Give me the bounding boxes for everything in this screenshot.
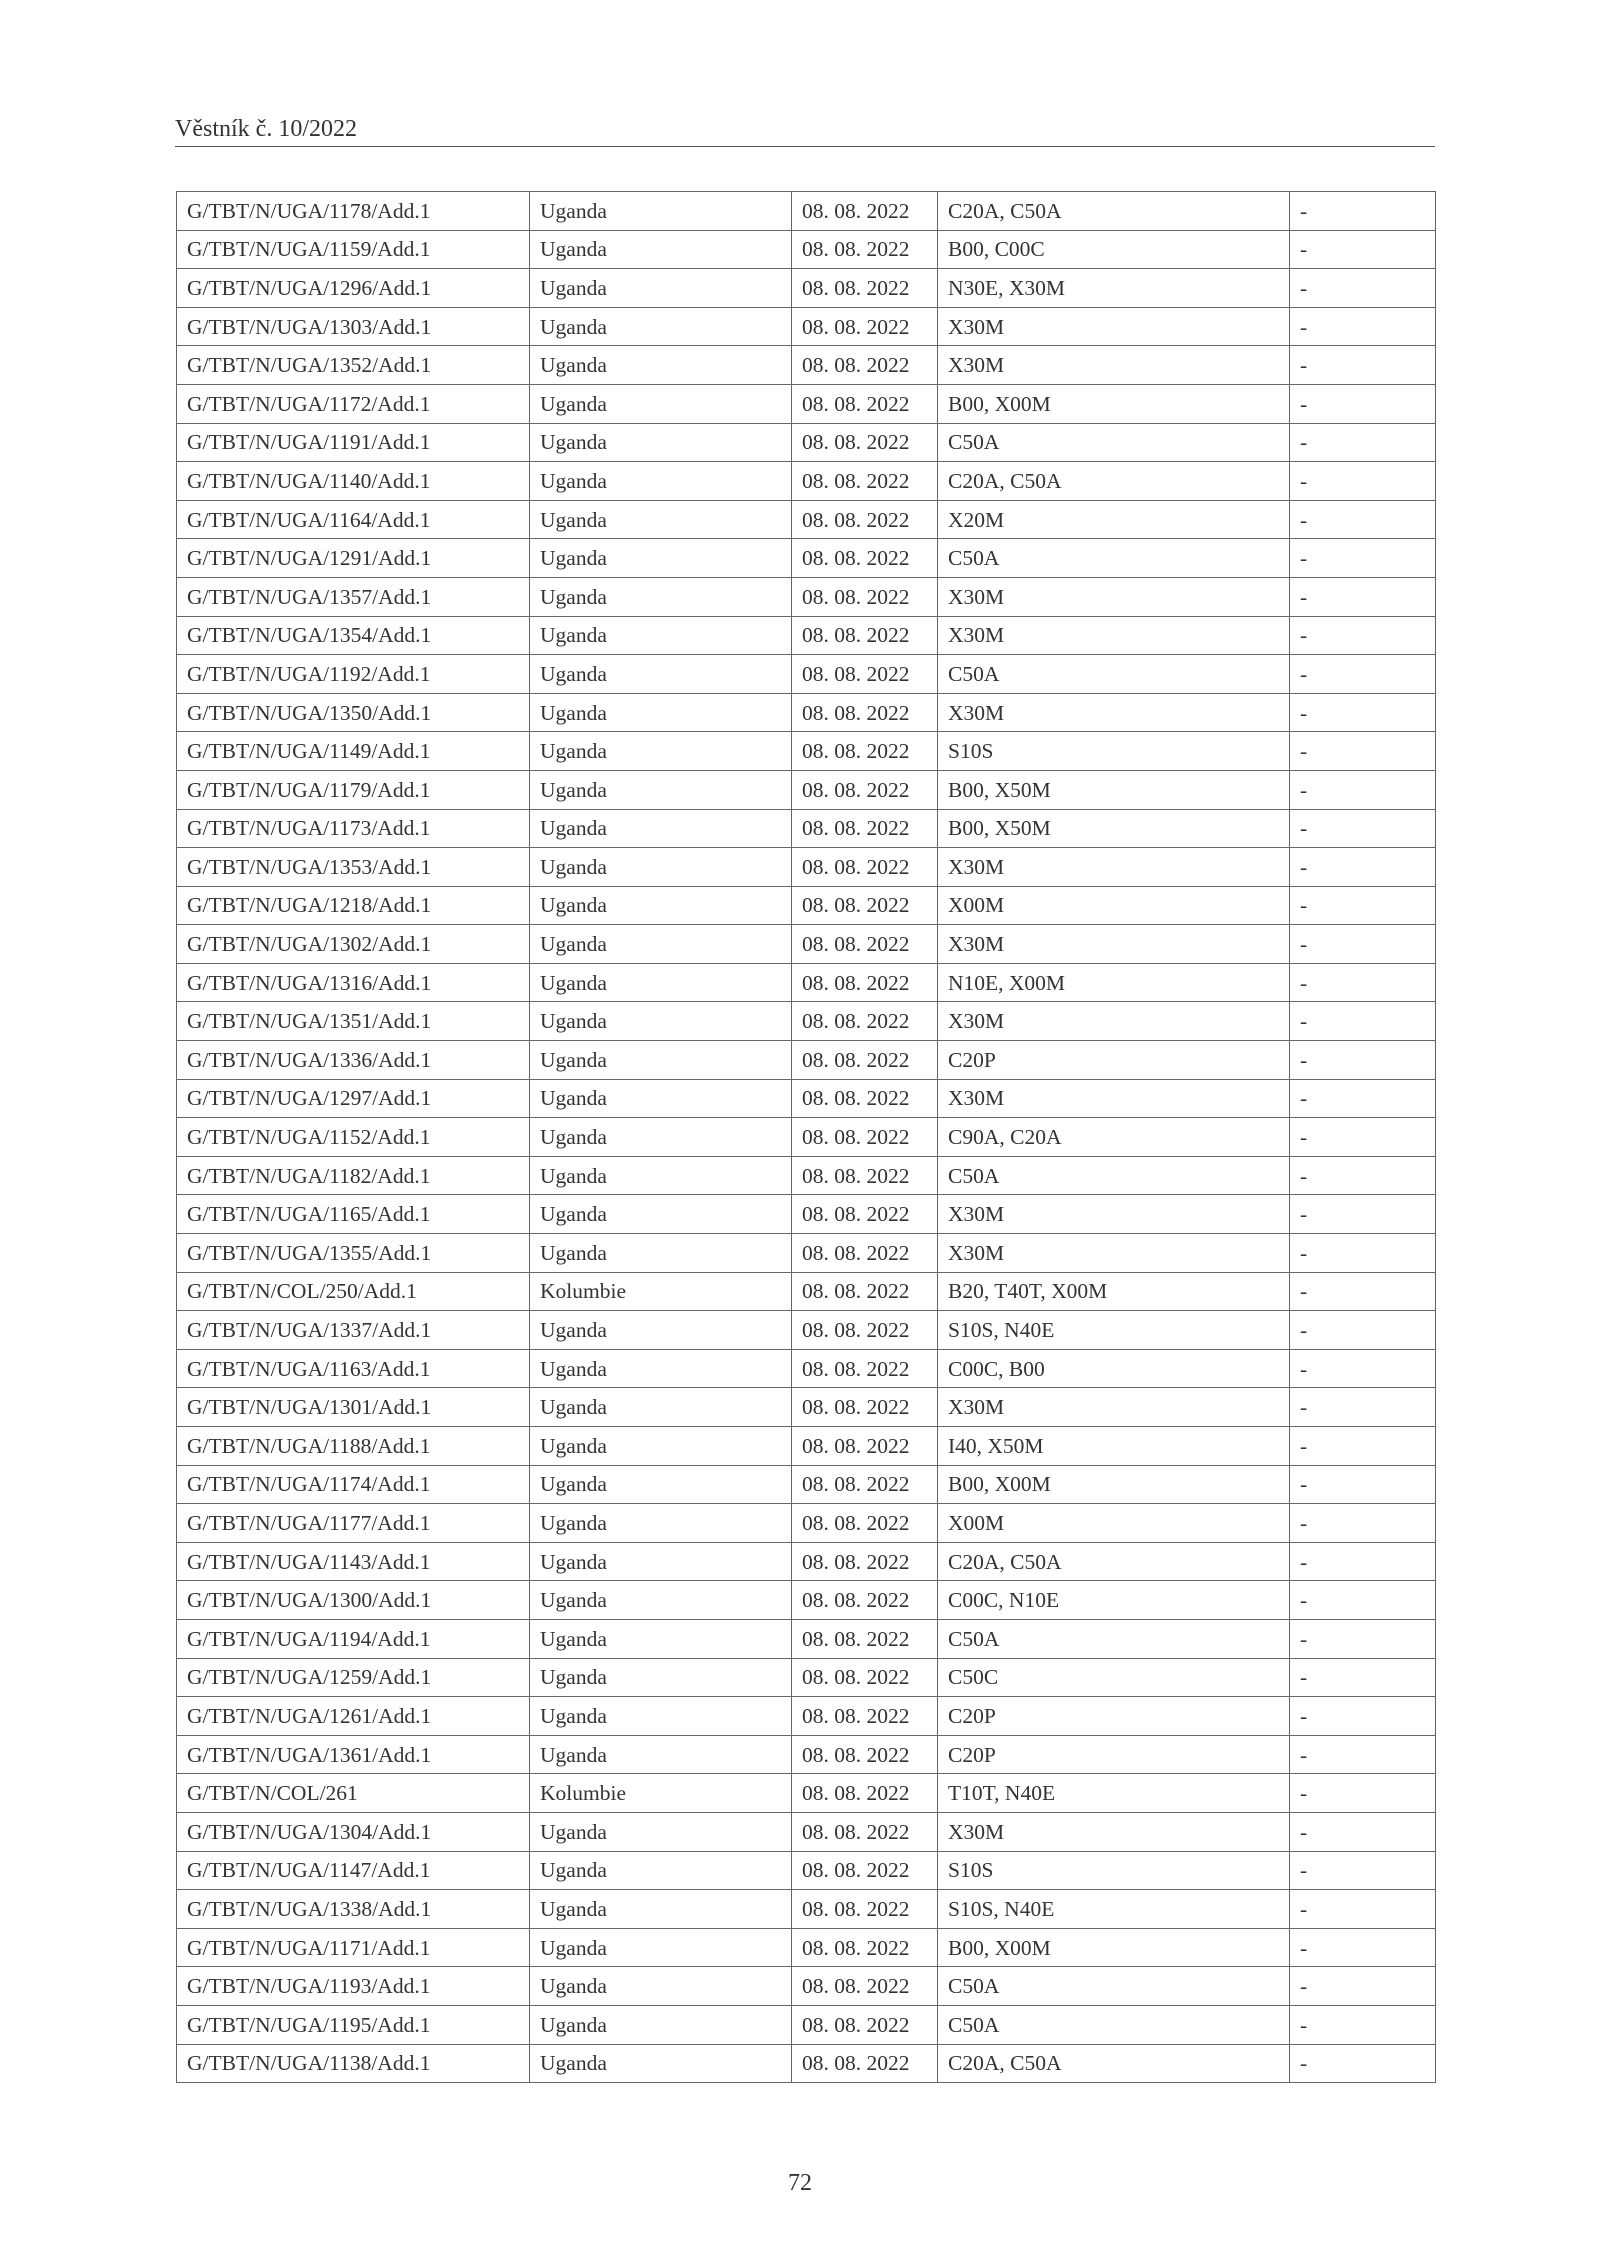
country-cell: Uganda [530,1311,792,1350]
country-cell: Uganda [530,1349,792,1388]
date-cell: 08. 08. 2022 [792,1581,938,1620]
ics-code-cell: I40, X50M [938,1427,1290,1466]
ics-code-cell: B00, X50M [938,770,1290,809]
country-cell: Uganda [530,925,792,964]
note-cell: - [1290,1658,1436,1697]
ics-code-cell: B00, X00M [938,1465,1290,1504]
date-cell: 08. 08. 2022 [792,963,938,1002]
table-row [177,269,1436,308]
note-cell: - [1290,732,1436,771]
table-row [177,809,1436,848]
ics-code-cell: C90A, C20A [938,1118,1290,1157]
date-cell: 08. 08. 2022 [792,346,938,385]
ics-code-cell: X30M [938,346,1290,385]
note-cell: - [1290,577,1436,616]
table-row [177,1002,1436,1041]
note-cell: - [1290,1928,1436,1967]
table-row [177,1928,1436,1967]
ics-code-cell: X30M [938,848,1290,887]
date-cell: 08. 08. 2022 [792,1697,938,1736]
note-cell: - [1290,1735,1436,1774]
notification-symbol-cell: G/TBT/N/UGA/1301/Add.1 [177,1388,530,1427]
ics-code-cell: C50A [938,1967,1290,2006]
notification-symbol-cell: G/TBT/N/UGA/1304/Add.1 [177,1812,530,1851]
ics-code-cell: S10S, N40E [938,1311,1290,1350]
note-cell: - [1290,269,1436,308]
date-cell: 08. 08. 2022 [792,269,938,308]
journal-title: Věstník č. 10/2022 [175,116,357,142]
note-cell: - [1290,1195,1436,1234]
table-row [177,1427,1436,1466]
date-cell: 08. 08. 2022 [792,500,938,539]
note-cell: - [1290,2044,1436,2083]
date-cell: 08. 08. 2022 [792,1388,938,1427]
table-row [177,1581,1436,1620]
ics-code-cell: C50A [938,2005,1290,2044]
ics-code-cell: X30M [938,577,1290,616]
country-cell: Uganda [530,346,792,385]
note-cell: - [1290,230,1436,269]
ics-code-cell: X30M [938,1002,1290,1041]
note-cell: - [1290,1967,1436,2006]
ics-code-cell: X30M [938,1388,1290,1427]
note-cell: - [1290,1079,1436,1118]
ics-code-cell: X30M [938,307,1290,346]
notification-symbol-cell: G/TBT/N/UGA/1177/Add.1 [177,1504,530,1543]
ics-code-cell: X30M [938,1234,1290,1273]
date-cell: 08. 08. 2022 [792,1465,938,1504]
country-cell: Uganda [530,1427,792,1466]
notification-symbol-cell: G/TBT/N/UGA/1218/Add.1 [177,886,530,925]
table-row [177,770,1436,809]
notification-symbol-cell: G/TBT/N/UGA/1192/Add.1 [177,655,530,694]
country-cell: Uganda [530,2044,792,2083]
notification-symbol-cell: G/TBT/N/UGA/1352/Add.1 [177,346,530,385]
note-cell: - [1290,963,1436,1002]
country-cell: Uganda [530,384,792,423]
date-cell: 08. 08. 2022 [792,1812,938,1851]
ics-code-cell: X30M [938,693,1290,732]
note-cell: - [1290,1465,1436,1504]
date-cell: 08. 08. 2022 [792,1967,938,2006]
table-row [177,1079,1436,1118]
page-header [175,112,1435,147]
country-cell: Uganda [530,616,792,655]
date-cell: 08. 08. 2022 [792,1079,938,1118]
date-cell: 08. 08. 2022 [792,1735,938,1774]
notification-symbol-cell: G/TBT/N/UGA/1138/Add.1 [177,2044,530,2083]
date-cell: 08. 08. 2022 [792,1890,938,1929]
ics-code-cell: C50A [938,539,1290,578]
table-row [177,848,1436,887]
date-cell: 08. 08. 2022 [792,1002,938,1041]
date-cell: 08. 08. 2022 [792,539,938,578]
country-cell: Uganda [530,539,792,578]
ics-code-cell: C50A [938,1156,1290,1195]
table-row [177,1890,1436,1929]
country-cell: Uganda [530,963,792,1002]
notification-symbol-cell: G/TBT/N/UGA/1351/Add.1 [177,1002,530,1041]
country-cell: Kolumbie [530,1272,792,1311]
date-cell: 08. 08. 2022 [792,2005,938,2044]
country-cell: Uganda [530,886,792,925]
date-cell: 08. 08. 2022 [792,1118,938,1157]
table-row [177,963,1436,1002]
table-row [177,1349,1436,1388]
note-cell: - [1290,1774,1436,1813]
notification-symbol-cell: G/TBT/N/UGA/1302/Add.1 [177,925,530,964]
note-cell: - [1290,346,1436,385]
notification-symbol-cell: G/TBT/N/UGA/1143/Add.1 [177,1542,530,1581]
table-row [177,655,1436,694]
ics-code-cell: S10S, N40E [938,1890,1290,1929]
notification-symbol-cell: G/TBT/N/UGA/1354/Add.1 [177,616,530,655]
table-row [177,886,1436,925]
country-cell: Uganda [530,1890,792,1929]
note-cell: - [1290,925,1436,964]
table-row [177,616,1436,655]
ics-code-cell: S10S [938,732,1290,771]
note-cell: - [1290,1542,1436,1581]
note-cell: - [1290,809,1436,848]
date-cell: 08. 08. 2022 [792,1774,938,1813]
country-cell: Uganda [530,732,792,771]
table-row [177,500,1436,539]
note-cell: - [1290,307,1436,346]
notification-symbol-cell: G/TBT/N/UGA/1194/Add.1 [177,1619,530,1658]
notification-symbol-cell: G/TBT/N/UGA/1361/Add.1 [177,1735,530,1774]
ics-code-cell: X00M [938,886,1290,925]
date-cell: 08. 08. 2022 [792,307,938,346]
table-row [177,2044,1436,2083]
table-row [177,1504,1436,1543]
notification-symbol-cell: G/TBT/N/UGA/1182/Add.1 [177,1156,530,1195]
notification-symbol-cell: G/TBT/N/UGA/1338/Add.1 [177,1890,530,1929]
country-cell: Uganda [530,655,792,694]
ics-code-cell: N30E, X30M [938,269,1290,308]
table-row [177,1967,1436,2006]
note-cell: - [1290,1234,1436,1273]
country-cell: Uganda [530,1735,792,1774]
notification-symbol-cell: G/TBT/N/UGA/1174/Add.1 [177,1465,530,1504]
country-cell: Uganda [530,2005,792,2044]
date-cell: 08. 08. 2022 [792,886,938,925]
table-row [177,1234,1436,1273]
note-cell: - [1290,192,1436,231]
date-cell: 08. 08. 2022 [792,1311,938,1350]
notification-symbol-cell: G/TBT/N/UGA/1316/Add.1 [177,963,530,1002]
country-cell: Uganda [530,1002,792,1041]
notification-symbol-cell: G/TBT/N/UGA/1193/Add.1 [177,1967,530,2006]
date-cell: 08. 08. 2022 [792,1542,938,1581]
note-cell: - [1290,1118,1436,1157]
country-cell: Uganda [530,1658,792,1697]
ics-code-cell: C00C, N10E [938,1581,1290,1620]
table-row [177,1542,1436,1581]
note-cell: - [1290,2005,1436,2044]
note-cell: - [1290,1851,1436,1890]
country-cell: Uganda [530,1041,792,1080]
note-cell: - [1290,1581,1436,1620]
date-cell: 08. 08. 2022 [792,1658,938,1697]
notification-symbol-cell: G/TBT/N/UGA/1178/Add.1 [177,192,530,231]
country-cell: Uganda [530,1542,792,1581]
date-cell: 08. 08. 2022 [792,732,938,771]
table-row [177,1812,1436,1851]
page-number: 72 [788,2170,812,2196]
date-cell: 08. 08. 2022 [792,809,938,848]
country-cell: Uganda [530,307,792,346]
note-cell: - [1290,1427,1436,1466]
country-cell: Uganda [530,1079,792,1118]
notification-symbol-cell: G/TBT/N/UGA/1152/Add.1 [177,1118,530,1157]
table-row [177,1195,1436,1234]
ics-code-cell: X30M [938,616,1290,655]
country-cell: Uganda [530,1195,792,1234]
table-row [177,1774,1436,1813]
notification-table [176,191,1436,2083]
country-cell: Uganda [530,1465,792,1504]
notification-symbol-cell: G/TBT/N/COL/250/Add.1 [177,1272,530,1311]
table-row [177,577,1436,616]
note-cell: - [1290,423,1436,462]
date-cell: 08. 08. 2022 [792,423,938,462]
notification-symbol-cell: G/TBT/N/UGA/1172/Add.1 [177,384,530,423]
date-cell: 08. 08. 2022 [792,1349,938,1388]
table-row [177,925,1436,964]
table-row [177,2005,1436,2044]
table-row [177,462,1436,501]
notification-symbol-cell: G/TBT/N/UGA/1296/Add.1 [177,269,530,308]
notification-symbol-cell: G/TBT/N/UGA/1163/Add.1 [177,1349,530,1388]
ics-code-cell: T10T, N40E [938,1774,1290,1813]
note-cell: - [1290,616,1436,655]
table-row [177,230,1436,269]
notification-symbol-cell: G/TBT/N/UGA/1159/Add.1 [177,230,530,269]
notification-symbol-cell: G/TBT/N/UGA/1173/Add.1 [177,809,530,848]
ics-code-cell: N10E, X00M [938,963,1290,1002]
notification-symbol-cell: G/TBT/N/UGA/1350/Add.1 [177,693,530,732]
ics-code-cell: C50A [938,1619,1290,1658]
ics-code-cell: C50A [938,423,1290,462]
ics-code-cell: X30M [938,1079,1290,1118]
ics-code-cell: C20P [938,1735,1290,1774]
table-row [177,1735,1436,1774]
table-row [177,1041,1436,1080]
table-row [177,1311,1436,1350]
notification-symbol-cell: G/TBT/N/UGA/1191/Add.1 [177,423,530,462]
country-cell: Uganda [530,1812,792,1851]
note-cell: - [1290,462,1436,501]
notification-symbol-cell: G/TBT/N/UGA/1297/Add.1 [177,1079,530,1118]
ics-code-cell: B20, T40T, X00M [938,1272,1290,1311]
table-row [177,1658,1436,1697]
date-cell: 08. 08. 2022 [792,693,938,732]
table-row [177,384,1436,423]
ics-code-cell: X00M [938,1504,1290,1543]
note-cell: - [1290,848,1436,887]
date-cell: 08. 08. 2022 [792,577,938,616]
table-row [177,1272,1436,1311]
ics-code-cell: X30M [938,1195,1290,1234]
date-cell: 08. 08. 2022 [792,1619,938,1658]
country-cell: Uganda [530,1118,792,1157]
notification-symbol-cell: G/TBT/N/UGA/1291/Add.1 [177,539,530,578]
table-row [177,423,1436,462]
country-cell: Uganda [530,192,792,231]
date-cell: 08. 08. 2022 [792,770,938,809]
table-row [177,1388,1436,1427]
ics-code-cell: C50A [938,655,1290,694]
note-cell: - [1290,1002,1436,1041]
notification-symbol-cell: G/TBT/N/UGA/1261/Add.1 [177,1697,530,1736]
country-cell: Uganda [530,1697,792,1736]
notification-symbol-cell: G/TBT/N/UGA/1259/Add.1 [177,1658,530,1697]
notification-symbol-cell: G/TBT/N/UGA/1149/Add.1 [177,732,530,771]
table-row [177,1697,1436,1736]
country-cell: Uganda [530,770,792,809]
notification-symbol-cell: G/TBT/N/UGA/1179/Add.1 [177,770,530,809]
country-cell: Uganda [530,269,792,308]
date-cell: 08. 08. 2022 [792,925,938,964]
date-cell: 08. 08. 2022 [792,384,938,423]
table-row [177,1118,1436,1157]
country-cell: Uganda [530,500,792,539]
note-cell: - [1290,384,1436,423]
country-cell: Uganda [530,1967,792,2006]
date-cell: 08. 08. 2022 [792,655,938,694]
country-cell: Uganda [530,462,792,501]
table-row [177,539,1436,578]
country-cell: Uganda [530,1234,792,1273]
note-cell: - [1290,500,1436,539]
note-cell: - [1290,1041,1436,1080]
notification-symbol-cell: G/TBT/N/UGA/1303/Add.1 [177,307,530,346]
note-cell: - [1290,1812,1436,1851]
ics-code-cell: B00, X00M [938,384,1290,423]
notification-symbol-cell: G/TBT/N/UGA/1336/Add.1 [177,1041,530,1080]
notification-symbol-cell: G/TBT/N/UGA/1300/Add.1 [177,1581,530,1620]
country-cell: Uganda [530,1388,792,1427]
note-cell: - [1290,1697,1436,1736]
table-row [177,307,1436,346]
ics-code-cell: C20P [938,1697,1290,1736]
table-row [177,693,1436,732]
country-cell: Uganda [530,1619,792,1658]
table-row [177,346,1436,385]
table-row [177,732,1436,771]
notification-symbol-cell: G/TBT/N/UGA/1357/Add.1 [177,577,530,616]
date-cell: 08. 08. 2022 [792,2044,938,2083]
note-cell: - [1290,1504,1436,1543]
notification-symbol-cell: G/TBT/N/UGA/1195/Add.1 [177,2005,530,2044]
note-cell: - [1290,1272,1436,1311]
notification-symbol-cell: G/TBT/N/UGA/1337/Add.1 [177,1311,530,1350]
notification-symbol-cell: G/TBT/N/UGA/1147/Add.1 [177,1851,530,1890]
ics-code-cell: C50C [938,1658,1290,1697]
date-cell: 08. 08. 2022 [792,1928,938,1967]
date-cell: 08. 08. 2022 [792,192,938,231]
note-cell: - [1290,1349,1436,1388]
date-cell: 08. 08. 2022 [792,1504,938,1543]
ics-code-cell: C20P [938,1041,1290,1080]
table-row [177,1156,1436,1195]
ics-code-cell: C20A, C50A [938,1542,1290,1581]
ics-code-cell: X20M [938,500,1290,539]
ics-code-cell: B00, C00C [938,230,1290,269]
country-cell: Kolumbie [530,1774,792,1813]
note-cell: - [1290,1388,1436,1427]
country-cell: Uganda [530,577,792,616]
date-cell: 08. 08. 2022 [792,848,938,887]
country-cell: Uganda [530,1156,792,1195]
date-cell: 08. 08. 2022 [792,1427,938,1466]
notification-symbol-cell: G/TBT/N/UGA/1140/Add.1 [177,462,530,501]
ics-code-cell: B00, X00M [938,1928,1290,1967]
notification-table-body [177,192,1436,2083]
notification-symbol-cell: G/TBT/N/UGA/1353/Add.1 [177,848,530,887]
date-cell: 08. 08. 2022 [792,1272,938,1311]
country-cell: Uganda [530,1581,792,1620]
date-cell: 08. 08. 2022 [792,1851,938,1890]
note-cell: - [1290,693,1436,732]
notification-symbol-cell: G/TBT/N/UGA/1165/Add.1 [177,1195,530,1234]
note-cell: - [1290,886,1436,925]
ics-code-cell: C20A, C50A [938,2044,1290,2083]
ics-code-cell: X30M [938,1812,1290,1851]
country-cell: Uganda [530,693,792,732]
table-row [177,1619,1436,1658]
notification-symbol-cell: G/TBT/N/UGA/1164/Add.1 [177,500,530,539]
date-cell: 08. 08. 2022 [792,230,938,269]
ics-code-cell: C00C, B00 [938,1349,1290,1388]
notification-symbol-cell: G/TBT/N/UGA/1171/Add.1 [177,1928,530,1967]
ics-code-cell: X30M [938,925,1290,964]
note-cell: - [1290,1890,1436,1929]
date-cell: 08. 08. 2022 [792,1195,938,1234]
ics-code-cell: C20A, C50A [938,192,1290,231]
notification-symbol-cell: G/TBT/N/UGA/1355/Add.1 [177,1234,530,1273]
country-cell: Uganda [530,809,792,848]
note-cell: - [1290,1156,1436,1195]
date-cell: 08. 08. 2022 [792,462,938,501]
ics-code-cell: B00, X50M [938,809,1290,848]
notification-symbol-cell: G/TBT/N/UGA/1188/Add.1 [177,1427,530,1466]
country-cell: Uganda [530,1504,792,1543]
country-cell: Uganda [530,1851,792,1890]
note-cell: - [1290,655,1436,694]
date-cell: 08. 08. 2022 [792,1156,938,1195]
note-cell: - [1290,1619,1436,1658]
note-cell: - [1290,770,1436,809]
date-cell: 08. 08. 2022 [792,616,938,655]
country-cell: Uganda [530,848,792,887]
country-cell: Uganda [530,423,792,462]
note-cell: - [1290,1311,1436,1350]
table-row [177,1465,1436,1504]
table-row [177,1851,1436,1890]
ics-code-cell: C20A, C50A [938,462,1290,501]
country-cell: Uganda [530,230,792,269]
ics-code-cell: S10S [938,1851,1290,1890]
date-cell: 08. 08. 2022 [792,1041,938,1080]
country-cell: Uganda [530,1928,792,1967]
note-cell: - [1290,539,1436,578]
date-cell: 08. 08. 2022 [792,1234,938,1273]
notification-symbol-cell: G/TBT/N/COL/261 [177,1774,530,1813]
table-row [177,192,1436,231]
